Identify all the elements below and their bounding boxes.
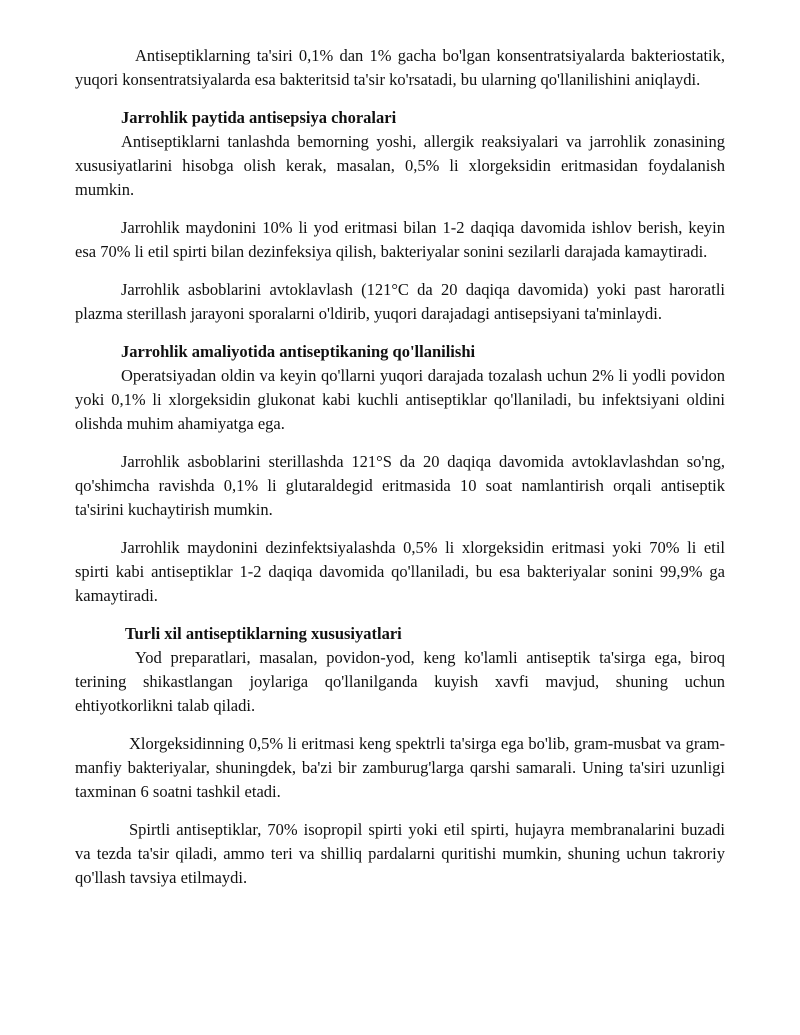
paragraph-surgical-field-disinfection: Jarrohlik maydonini dezinfektsiyalashda 0,5% li xlorgeksidin eritmasi yoki 70% li etil spirti kabi antiseptiklar 1-2 daqiqa davomida qo'llaniladi, bu esa bakteriyalar sonini 99,9% ga kamaytiradi.: [75, 538, 725, 605]
heading-antiseptic-properties: Turli xil antiseptiklarning xususiyatlari: [125, 624, 402, 643]
paragraph-surgical-field-iodine: Jarrohlik maydonini 10% li yod eritmasi bilan 1-2 daqiqa davomida ishlov berish, keyin esa 70% li etil spirti bilan dezinfeksiya qilish, bakteriyalar sonini sezilarli darajada kamaytiradi.: [75, 218, 725, 261]
paragraph-hand-cleaning: Operatsiyadan oldin va keyin qo'llarni yuqori darajada tozalash uchun 2% li yodli povidon yoki 0,1% li xlorgeksidin glukonat kabi kuchli antiseptiklar qo'llaniladi, bu infektsiyani oldini olishda muhim ahamiyatga ega.: [75, 366, 725, 433]
heading-surgical-antisepsis-measures: Jarrohlik paytida antisepsiya choralari: [121, 108, 397, 127]
paragraph-alcohol-antiseptics: Spirtli antiseptiklar, 70% isopropil spirti yoki etil spirti, hujayra membranalarini buzadi va tezda ta'sir qiladi, ammo teri va shilliq pardalarni quritishi mumkin, shuning uchun takroriy qo'llash tavsiya etilmaydi.: [75, 820, 725, 887]
paragraph-instrument-sterilization: Jarrohlik asboblarini sterillashda 121°S da 20 daqiqa davomida avtoklavlashdan so'ng, qo'shimcha ravishda 0,1% li glutaraldegid eritmasida 10 soat namlantirish orqali antiseptik ta'sirini kuchaytirish mumkin.: [75, 452, 725, 519]
paragraph-antiseptic-concentration: Antiseptiklarning ta'siri 0,1% dan 1% gacha bo'lgan konsentratsiyalarda bakteriostatik, yuqori konsentratsiyalarda esa bakteritsid ta'sir ko'rsatadi, bu ularning qo'llanilishini aniqlaydi.: [75, 46, 725, 89]
paragraph-autoclave-instruments: Jarrohlik asboblarini avtoklavlash (121°C da 20 daqiqa davomida) yoki past haroratli plazma sterillash jarayoni sporalarni o'ldirib, yuqori darajadagi antisepsiyani ta'minlaydi.: [75, 280, 725, 323]
paragraph-iodine-preparations: Yod preparatlari, masalan, povidon-yod, keng ko'lamli antiseptik ta'sirga ega, biroq terining shikastlangan joylariga qo'llanilganda kuyish xavfi mavjud, shuning uchun ehtiyotkorlikni talab qiladi.: [75, 648, 725, 715]
heading-antiseptic-application: Jarrohlik amaliyotida antiseptikaning qo'llanilishi: [121, 342, 476, 361]
paragraph-chlorhexidine: Xlorgeksidinning 0,5% li eritmasi keng spektrli ta'sirga ega bo'lib, gram-musbat va gram-manfiy bakteriyalar, shuningdek, ba'zi bir zamburug'larga qarshi samarali. Uning ta'siri uzunligi taxminan 6 soatni tashkil etadi.: [75, 734, 725, 801]
paragraph-antiseptic-selection: Antiseptiklarni tanlashda bemorning yoshi, allergik reaksiyalari va jarrohlik zonasining xususiyatlarini hisobga olish kerak, masalan, 0,5% li xlorgeksidin eritmasidan foydalanish mumkin.: [75, 132, 725, 199]
